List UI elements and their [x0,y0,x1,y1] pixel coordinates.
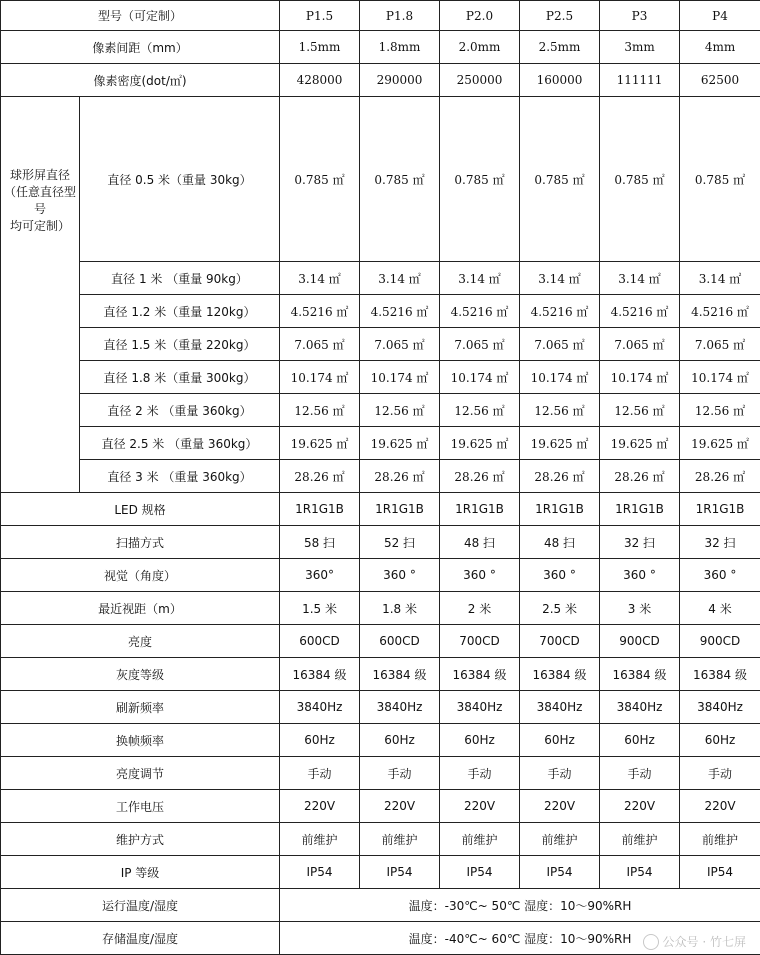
spec-value: 1R1G1B [440,493,520,526]
spec-value: 手动 [360,757,440,790]
area-cell: 10.174 ㎡ [680,361,760,394]
spec-label: 视觉（角度） [1,559,280,592]
spec-value: 16384 级 [520,658,600,691]
spec-value: 52 扫 [360,526,440,559]
value-cell: 290000 [360,64,440,97]
area-cell: 12.56 ㎡ [680,394,760,427]
area-cell: 19.625 ㎡ [440,427,520,460]
spec-value: 手动 [440,757,520,790]
spec-row [1,757,760,790]
spec-value: 3840Hz [680,691,760,724]
spec-value: 700CD [440,625,520,658]
area-cell: 19.625 ㎡ [360,427,440,460]
spec-value: 1R1G1B [360,493,440,526]
area-cell: 28.26 ㎡ [680,460,760,493]
env-label: 运行温度/湿度 [1,889,280,922]
wechat-icon [643,934,659,950]
env-value: 温度：-30℃~ 50℃ 湿度：10～90%RH [280,889,760,922]
spec-value: 600CD [280,625,360,658]
spec-value: 手动 [680,757,760,790]
area-cell: 19.625 ㎡ [520,427,600,460]
spec-label: 最近视距（m） [1,592,280,625]
spec-value: 3 米 [600,592,680,625]
value-cell: 111111 [600,64,680,97]
spec-value: 16384 级 [600,658,680,691]
spec-row [1,559,760,592]
spec-value: 360 ° [680,559,760,592]
spec-value: 220V [680,790,760,823]
spec-value: IP54 [280,856,360,889]
area-cell: 4.5216 ㎡ [600,295,680,328]
spec-value: 60Hz [520,724,600,757]
env-value: 温度：-40℃~ 60℃ 湿度：10～90%RH [280,922,760,955]
area-cell: 10.174 ㎡ [360,361,440,394]
sphere-row [1,328,760,361]
area-cell: 3.14 ㎡ [680,262,760,295]
row-label: 像素密度(dot/㎡) [1,64,280,97]
side-label-line: 球形屏直径 [3,167,77,184]
spec-value: 前维护 [600,823,680,856]
spec-label: 换帧频率 [1,724,280,757]
spec-value: 手动 [280,757,360,790]
spec-value: IP54 [680,856,760,889]
sphere-row [1,97,760,262]
spec-value: 2.5 米 [520,592,600,625]
watermark-text: 公众号 · 竹七屏 [663,935,746,949]
spec-row [1,592,760,625]
spec-row [1,724,760,757]
model-header: P3 [600,1,680,31]
sphere-row [1,361,760,394]
spec-value: 前维护 [280,823,360,856]
spec-value: IP54 [520,856,600,889]
spec-row [1,625,760,658]
spec-value: 3840Hz [440,691,520,724]
diameter-label: 直径 3 米 （重量 360kg） [80,460,280,493]
area-cell: 10.174 ㎡ [520,361,600,394]
value-cell: 62500 [680,64,760,97]
spec-value: 32 扫 [600,526,680,559]
area-cell: 3.14 ㎡ [520,262,600,295]
spec-value: 48 扫 [440,526,520,559]
spec-value: 220V [440,790,520,823]
area-cell: 28.26 ㎡ [520,460,600,493]
spec-value: 360 ° [440,559,520,592]
spec-value: 3840Hz [600,691,680,724]
spec-label: LED 规格 [1,493,280,526]
side-spacer [3,97,77,167]
diameter-label: 直径 2.5 米 （重量 360kg） [80,427,280,460]
sphere-row [1,394,760,427]
area-cell: 7.065 ㎡ [360,328,440,361]
value-cell: 2.5mm [520,31,600,64]
spec-value: 前维护 [520,823,600,856]
spec-value: 手动 [520,757,600,790]
spec-label: 灰度等级 [1,658,280,691]
value-cell: 160000 [520,64,600,97]
diameter-label: 直径 1.2 米（重量 120kg） [80,295,280,328]
spec-value: 58 扫 [280,526,360,559]
spec-value: 16384 级 [280,658,360,691]
spec-row [1,790,760,823]
spec-label: 亮度调节 [1,757,280,790]
diameter-label: 直径 0.5 米（重量 30kg） [80,97,280,262]
spec-value: 60Hz [600,724,680,757]
value-cell: 250000 [440,64,520,97]
area-cell: 3.14 ㎡ [280,262,360,295]
spec-value: 60Hz [280,724,360,757]
area-cell: 7.065 ㎡ [280,328,360,361]
spec-row [1,856,760,889]
sphere-row [1,460,760,493]
area-cell: 3.14 ㎡ [600,262,680,295]
row-label: 像素间距（mm） [1,31,280,64]
area-cell: 10.174 ㎡ [600,361,680,394]
area-cell: 0.785 ㎡ [600,97,680,262]
area-cell: 0.785 ㎡ [680,97,760,262]
area-cell: 28.26 ㎡ [600,460,680,493]
sphere-row [1,262,760,295]
spec-label: IP 等级 [1,856,280,889]
area-cell: 28.26 ㎡ [440,460,520,493]
pitch-row [1,31,760,64]
spec-value: 48 扫 [520,526,600,559]
area-cell: 0.785 ㎡ [360,97,440,262]
spec-value: 4 米 [680,592,760,625]
area-cell: 12.56 ㎡ [440,394,520,427]
spec-value: 16384 级 [680,658,760,691]
area-cell: 4.5216 ㎡ [680,295,760,328]
spec-value: 60Hz [440,724,520,757]
spec-value: 2 米 [440,592,520,625]
area-cell: 12.56 ㎡ [600,394,680,427]
spec-value: IP54 [360,856,440,889]
spec-value: 220V [360,790,440,823]
area-cell: 19.625 ㎡ [600,427,680,460]
model-header: P2.0 [440,1,520,31]
side-label-line: 均可定制） [3,218,77,235]
spec-row [1,658,760,691]
area-cell: 28.26 ㎡ [360,460,440,493]
area-cell: 19.625 ㎡ [680,427,760,460]
area-cell: 0.785 ㎡ [440,97,520,262]
spec-value: 900CD [600,625,680,658]
spec-value: 600CD [360,625,440,658]
spec-label: 维护方式 [1,823,280,856]
value-cell: 1.8mm [360,31,440,64]
model-header: P4 [680,1,760,31]
spec-value: 16384 级 [440,658,520,691]
spec-value: 手动 [600,757,680,790]
spec-value: 220V [520,790,600,823]
area-cell: 4.5216 ㎡ [360,295,440,328]
spec-value: 360° [280,559,360,592]
spec-value: 360 ° [600,559,680,592]
spec-value: 3840Hz [520,691,600,724]
area-cell: 0.785 ㎡ [280,97,360,262]
area-cell: 7.065 ㎡ [600,328,680,361]
area-cell: 28.26 ㎡ [280,460,360,493]
area-cell: 19.625 ㎡ [280,427,360,460]
spec-value: 220V [600,790,680,823]
spec-value: 前维护 [440,823,520,856]
spec-value: 220V [280,790,360,823]
spec-row [1,526,760,559]
spec-value: 1R1G1B [520,493,600,526]
diameter-label: 直径 1.5 米（重量 220kg） [80,328,280,361]
sphere-row [1,427,760,460]
spec-label: 扫描方式 [1,526,280,559]
diameter-label: 直径 2 米 （重量 360kg） [80,394,280,427]
value-cell: 3mm [600,31,680,64]
model-header: P1.8 [360,1,440,31]
spec-row [1,493,760,526]
area-cell: 12.56 ㎡ [280,394,360,427]
spec-value: 900CD [680,625,760,658]
value-cell: 1.5mm [280,31,360,64]
area-cell: 12.56 ㎡ [360,394,440,427]
spec-value: 1R1G1B [280,493,360,526]
value-cell: 4mm [680,31,760,64]
header-label: 型号（可定制） [1,1,280,31]
spec-row [1,691,760,724]
spec-row [1,823,760,856]
watermark [643,933,746,951]
area-cell: 10.174 ㎡ [280,361,360,394]
area-cell: 10.174 ㎡ [440,361,520,394]
spec-label: 亮度 [1,625,280,658]
env-label: 存储温度/湿度 [1,922,280,955]
spec-value: 1.5 米 [280,592,360,625]
spec-value: 32 扫 [680,526,760,559]
spec-value: 1R1G1B [600,493,680,526]
area-cell: 7.065 ㎡ [520,328,600,361]
diameter-label: 直径 1 米 （重量 90kg） [80,262,280,295]
side-label-line: （任意直径型号 [3,184,77,218]
spec-value: 16384 级 [360,658,440,691]
model-header: P2.5 [520,1,600,31]
spec-value: 60Hz [360,724,440,757]
area-cell: 0.785 ㎡ [520,97,600,262]
sphere-row [1,295,760,328]
model-header: P1.5 [280,1,360,31]
spec-value: 3840Hz [280,691,360,724]
spec-label: 工作电压 [1,790,280,823]
spec-value: 前维护 [680,823,760,856]
header-row [1,1,760,31]
sphere-side-label [1,97,80,493]
spec-value: 700CD [520,625,600,658]
spec-value: 3840Hz [360,691,440,724]
spec-value: 60Hz [680,724,760,757]
area-cell: 7.065 ㎡ [440,328,520,361]
value-cell: 2.0mm [440,31,520,64]
spec-label: 刷新频率 [1,691,280,724]
spec-table-body [1,1,760,955]
area-cell: 3.14 ㎡ [360,262,440,295]
spec-value: 360 ° [360,559,440,592]
density-row [1,64,760,97]
area-cell: 4.5216 ㎡ [440,295,520,328]
spec-value: 前维护 [360,823,440,856]
area-cell: 3.14 ㎡ [440,262,520,295]
area-cell: 7.065 ㎡ [680,328,760,361]
diameter-label: 直径 1.8 米（重量 300kg） [80,361,280,394]
area-cell: 4.5216 ㎡ [280,295,360,328]
spec-value: 1R1G1B [680,493,760,526]
value-cell: 428000 [280,64,360,97]
area-cell: 4.5216 ㎡ [520,295,600,328]
spec-value: 1.8 米 [360,592,440,625]
env-row [1,889,760,922]
spec-value: IP54 [440,856,520,889]
spec-value: IP54 [600,856,680,889]
area-cell: 12.56 ㎡ [520,394,600,427]
spec-value: 360 ° [520,559,600,592]
